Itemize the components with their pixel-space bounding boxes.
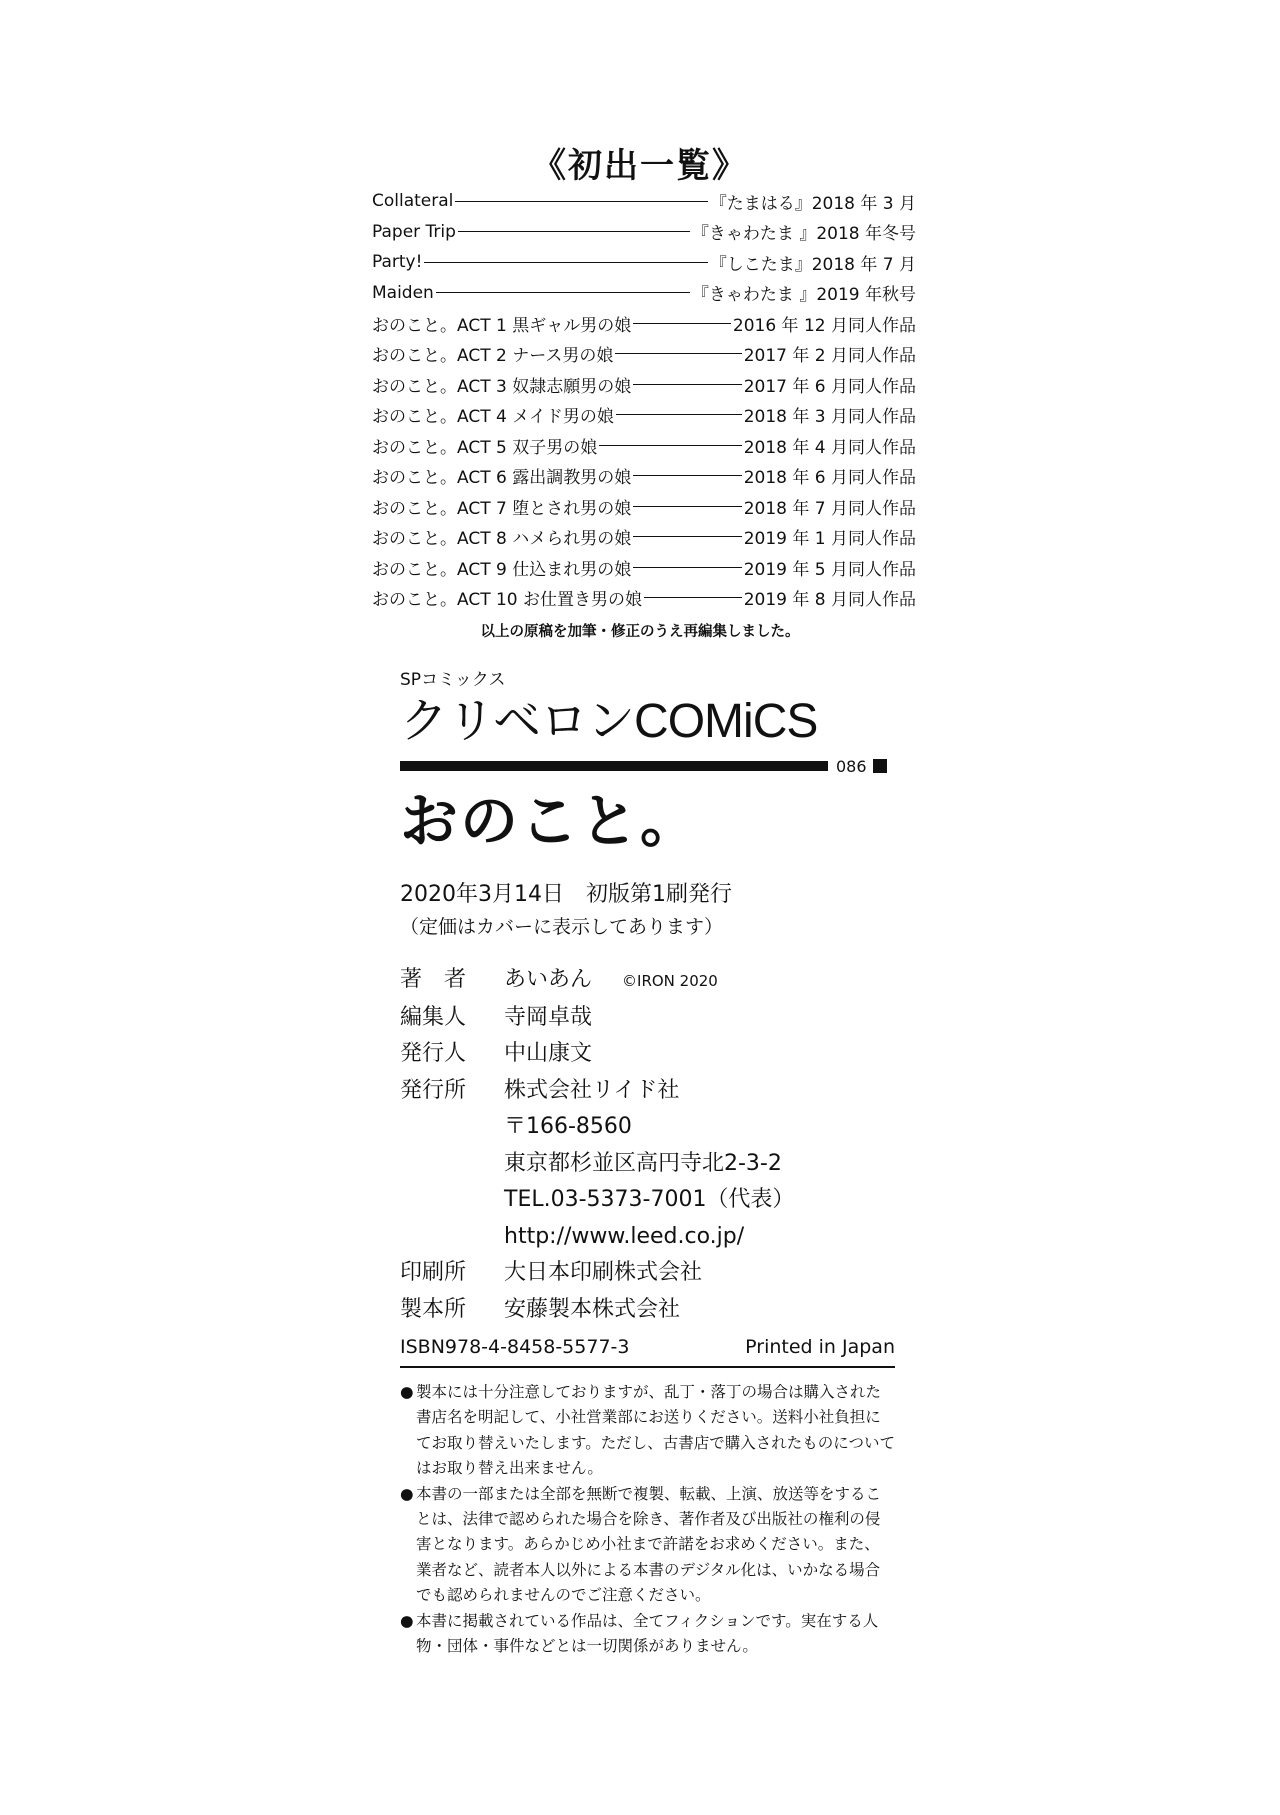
leader-line: [599, 445, 741, 446]
series-bar: [400, 754, 895, 778]
list-item: [372, 369, 916, 400]
list-item: [372, 186, 916, 217]
entry-source: 2017 年 6 月同人作品: [743, 376, 916, 397]
website-url: http://www.leed.co.jp/: [504, 1223, 745, 1249]
credits: [400, 962, 895, 1328]
leader-line: [616, 414, 742, 415]
list-item: [372, 522, 916, 553]
credit-row-author: [400, 962, 895, 1000]
entry-title: Party!: [372, 252, 423, 273]
list-item: [372, 308, 916, 339]
entry-source: 2018 年 6 月同人作品: [743, 468, 916, 489]
list-item: [372, 400, 916, 431]
leader-line: [644, 597, 742, 598]
publication-date: 2020年3月14日 初版第1刷発行: [400, 882, 732, 907]
credit-row-address: [400, 1146, 895, 1183]
bullet-icon: ●: [400, 1383, 414, 1401]
leader-line: [633, 536, 741, 537]
list-item: [372, 247, 916, 278]
publisher-name: 中山康文: [504, 1041, 593, 1066]
first-appearance-list: [372, 186, 916, 613]
volume-number: 086: [836, 756, 867, 776]
leader-line: [436, 292, 690, 293]
telephone: TEL.03-5373-7001（代表）: [504, 1187, 795, 1212]
book-title: おのこと。: [400, 787, 701, 855]
notice-item: [400, 1380, 895, 1482]
list-item: [372, 583, 916, 614]
leader-line: [455, 201, 707, 202]
credit-row-office: [400, 1073, 895, 1110]
credit-row-tel: [400, 1182, 895, 1219]
leader-line: [633, 475, 741, 476]
credit-row-publisher: [400, 1036, 895, 1073]
entry-source: 2016 年 12 月同人作品: [732, 315, 916, 336]
list-item: [372, 552, 916, 583]
copyright: ©IRON 2020: [622, 972, 718, 990]
price-note: （定価はカバーに表示してあります）: [400, 916, 724, 938]
entry-source: 2019 年 8 月同人作品: [743, 590, 916, 611]
leader-line: [633, 384, 741, 385]
entry-source: 2018 年 7 月同人作品: [743, 498, 916, 519]
notice-text: 本書に掲載されている作品は、全てフィクションです。実在する人物・団体・事件などとは一切関係がありません。: [416, 1611, 879, 1656]
credit-row-postal: [400, 1109, 895, 1146]
credit-label: 著 者: [400, 967, 467, 992]
entry-source: 『きゃわたま 』2018 年冬号: [691, 224, 916, 245]
leader-line: [633, 323, 731, 324]
author-name: あいあん: [504, 967, 593, 992]
entry-source: 2018 年 3 月同人作品: [743, 407, 916, 428]
credit-row-binder: [400, 1292, 895, 1329]
credit-label: 発行所: [400, 1077, 467, 1103]
list-item: [372, 491, 916, 522]
list-item: [372, 217, 916, 248]
entry-title: おのこと。ACT 3 奴隷志願男の娘: [372, 376, 632, 397]
binder-name: 安藤製本株式会社: [504, 1296, 681, 1322]
notice-item: [400, 1609, 895, 1660]
notices: [400, 1380, 895, 1659]
list-item: [372, 430, 916, 461]
entry-title: おのこと。ACT 4 メイド男の娘: [372, 407, 614, 428]
series-logo: クリベロンCOMiCS: [400, 695, 818, 748]
credit-label: 編集人: [400, 1004, 467, 1030]
credit-label: 発行人: [400, 1041, 467, 1066]
leader-line: [424, 262, 707, 263]
entry-title: Collateral: [372, 191, 454, 212]
isbn: ISBN978-4-8458-5577-3: [400, 1336, 630, 1358]
credit-row-editor: [400, 1000, 895, 1037]
entry-title: おのこと。ACT 9 仕込まれ男の娘: [372, 559, 632, 580]
leader-line: [633, 567, 741, 568]
entry-title: Paper Trip: [372, 221, 456, 242]
credit-row-url: [400, 1219, 895, 1256]
entry-source: 2019 年 5 月同人作品: [743, 559, 916, 580]
notice-item: [400, 1482, 895, 1609]
first-appearance-heading: 《初出一覧》: [532, 146, 748, 186]
entry-title: Maiden: [372, 282, 434, 303]
entry-title: おのこと。ACT 10 お仕置き男の娘: [372, 590, 643, 611]
square-mark: [873, 759, 887, 773]
entry-source: 2018 年 4 月同人作品: [743, 437, 916, 458]
office-name: 株式会社リイド社: [504, 1077, 680, 1103]
entry-source: 2019 年 1 月同人作品: [743, 529, 916, 550]
entry-source: 『きゃわたま 』2019 年秋号: [691, 285, 916, 306]
entry-source: 2017 年 2 月同人作品: [743, 346, 916, 367]
leader-line: [633, 506, 741, 507]
entry-title: おのこと。ACT 5 双子男の娘: [372, 437, 598, 458]
notice-text: 本書の一部または全部を無断で複製、転載、上演、放送等をすることは、法律で認められた場合を除き、著作者及び出版社の権利の侵害となります。あらかじめ小社まで許諾をお求めください。また、業者など、読者本人以外による本書のデジタル化は、いかなる場合でも認められませんのでご注意ください。: [416, 1484, 882, 1605]
leader-line: [615, 353, 741, 354]
rule-bar: [400, 761, 828, 771]
imprint-block: [400, 668, 895, 1659]
address: 東京都杉並区高円寺北2-3-2: [504, 1150, 782, 1176]
edit-note: 以上の原稿を加筆・修正のうえ再編集しました。: [480, 624, 800, 640]
entry-source: 『たまはる』2018 年 3 月: [709, 193, 916, 214]
entry-title: おのこと。ACT 7 堕とされ男の娘: [372, 498, 632, 519]
printed-in: Printed in Japan: [745, 1336, 895, 1358]
bullet-icon: ●: [400, 1611, 414, 1630]
credit-label: 製本所: [400, 1296, 467, 1322]
printer-name: 大日本印刷株式会社: [504, 1260, 703, 1285]
credit-label: 印刷所: [400, 1260, 467, 1285]
label-name: SPコミックス: [400, 670, 506, 690]
notice-text: 製本には十分注意しておりますが、乱丁・落丁の場合は購入された書店名を明記して、小社営業部にお送りください。送料小社負担にてお取り替えいたします。ただし、古書店で購入されたものについてはお取り替え出来ません。: [416, 1383, 895, 1478]
credit-row-printer: [400, 1255, 895, 1292]
list-item: [372, 339, 916, 370]
bullet-icon: ●: [400, 1484, 414, 1503]
isbn-row: [400, 1334, 895, 1368]
entry-source: 『しこたま』2018 年 7 月: [709, 254, 916, 275]
list-item: [372, 278, 916, 309]
entry-title: おのこと。ACT 6 露出調教男の娘: [372, 468, 632, 489]
postal-code: 〒166-8560: [504, 1114, 632, 1139]
entry-title: おのこと。ACT 1 黒ギャル男の娘: [372, 315, 632, 336]
entry-title: おのこと。ACT 2 ナース男の娘: [372, 346, 614, 367]
list-item: [372, 461, 916, 492]
editor-name: 寺岡卓哉: [504, 1004, 593, 1030]
leader-line: [458, 231, 690, 232]
entry-title: おのこと。ACT 8 ハメられ男の娘: [372, 529, 632, 550]
